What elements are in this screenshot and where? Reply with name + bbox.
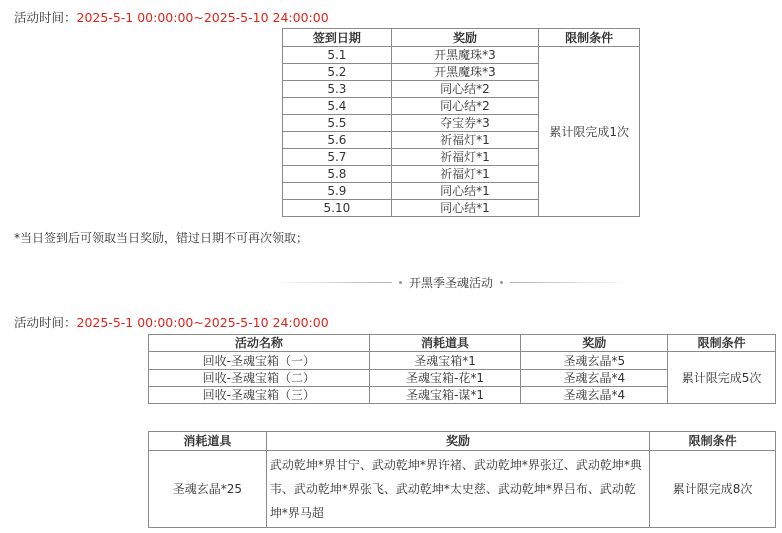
header-limit: 限制条件 — [539, 29, 640, 47]
section-divider — [272, 274, 630, 291]
header-signin-date: 签到日期 — [283, 29, 392, 47]
consume-item: 圣魂宝箱-谋*1 — [369, 387, 521, 404]
activity-time-label: 活动时间： — [14, 10, 77, 25]
activity-time-label: 活动时间： — [14, 315, 77, 330]
signin-reward: 开黑魔珠*3 — [391, 64, 539, 81]
recycle-limit: 累计限完成5次 — [668, 352, 776, 404]
signin-date: 5.4 — [283, 98, 392, 115]
signin-reward: 同心结*2 — [391, 98, 539, 115]
signin-reward: 开黑魔珠*3 — [391, 47, 539, 64]
signin-date: 5.3 — [283, 81, 392, 98]
table-row — [283, 47, 640, 64]
signin-reward: 同心结*1 — [391, 200, 539, 217]
signin-limit: 累计限完成1次 — [539, 47, 640, 217]
divider-dot-icon — [399, 281, 402, 284]
header-reward: 奖励 — [391, 29, 539, 47]
activity-time-2 — [14, 313, 329, 331]
signin-date: 5.6 — [283, 132, 392, 149]
divider-title: 开黑季圣魂活动 — [409, 276, 494, 290]
signin-reward: 夺宝券*3 — [391, 115, 539, 132]
header-consume-item: 消耗道具 — [369, 335, 521, 352]
signin-reward: 祈福灯*1 — [391, 132, 539, 149]
signin-reward-table — [282, 28, 640, 217]
header-consume-item: 消耗道具 — [149, 432, 267, 451]
divider-dot-icon — [500, 281, 503, 284]
signin-reward: 同心结*1 — [391, 183, 539, 200]
header-reward: 奖励 — [266, 432, 649, 451]
signin-date: 5.2 — [283, 64, 392, 81]
recycle-table — [148, 334, 776, 404]
consume-item: 圣魂宝箱*1 — [369, 352, 521, 370]
header-activity-name: 活动名称 — [149, 335, 370, 352]
header-limit: 限制条件 — [668, 335, 776, 352]
divider-line-left — [272, 282, 392, 283]
activity-name: 回收-圣魂宝箱（一） — [149, 352, 370, 370]
signin-note: *当日签到后可领取当日奖励，错过日期不可再次领取； — [14, 231, 309, 245]
signin-date: 5.8 — [283, 166, 392, 183]
exchange-table — [148, 431, 776, 528]
activity-time-value: 2025-5-1 00:00:00~2025-5-10 24:00:00 — [76, 10, 329, 25]
signin-reward: 祈福灯*1 — [391, 166, 539, 183]
exchange-limit: 累计限完成8次 — [650, 451, 776, 528]
divider-line-right — [510, 282, 630, 283]
signin-reward: 祈福灯*1 — [391, 149, 539, 166]
signin-date: 5.10 — [283, 200, 392, 217]
table-row — [149, 451, 776, 528]
reward: 圣魂玄晶*5 — [521, 352, 668, 370]
table-row — [149, 352, 776, 370]
signin-reward: 同心结*2 — [391, 81, 539, 98]
activity-time-1 — [14, 8, 329, 26]
consume-item: 圣魂宝箱-花*1 — [369, 370, 521, 387]
reward-list: 武动乾坤*界甘宁、武动乾坤*界许褚、武动乾坤*界张辽、武动乾坤*典韦、武动乾坤*界张飞、武动乾坤*太史慈、武动乾坤*界吕布、武动乾坤*界马超 — [266, 451, 649, 528]
signin-date: 5.1 — [283, 47, 392, 64]
reward: 圣魂玄晶*4 — [521, 387, 668, 404]
signin-date: 5.9 — [283, 183, 392, 200]
consume-item: 圣魂玄晶*25 — [149, 451, 267, 528]
signin-date: 5.7 — [283, 149, 392, 166]
activity-name: 回收-圣魂宝箱（三） — [149, 387, 370, 404]
activity-name: 回收-圣魂宝箱（二） — [149, 370, 370, 387]
signin-date: 5.5 — [283, 115, 392, 132]
header-reward: 奖励 — [521, 335, 668, 352]
header-limit: 限制条件 — [650, 432, 776, 451]
reward: 圣魂玄晶*4 — [521, 370, 668, 387]
activity-time-value: 2025-5-1 00:00:00~2025-5-10 24:00:00 — [76, 315, 329, 330]
